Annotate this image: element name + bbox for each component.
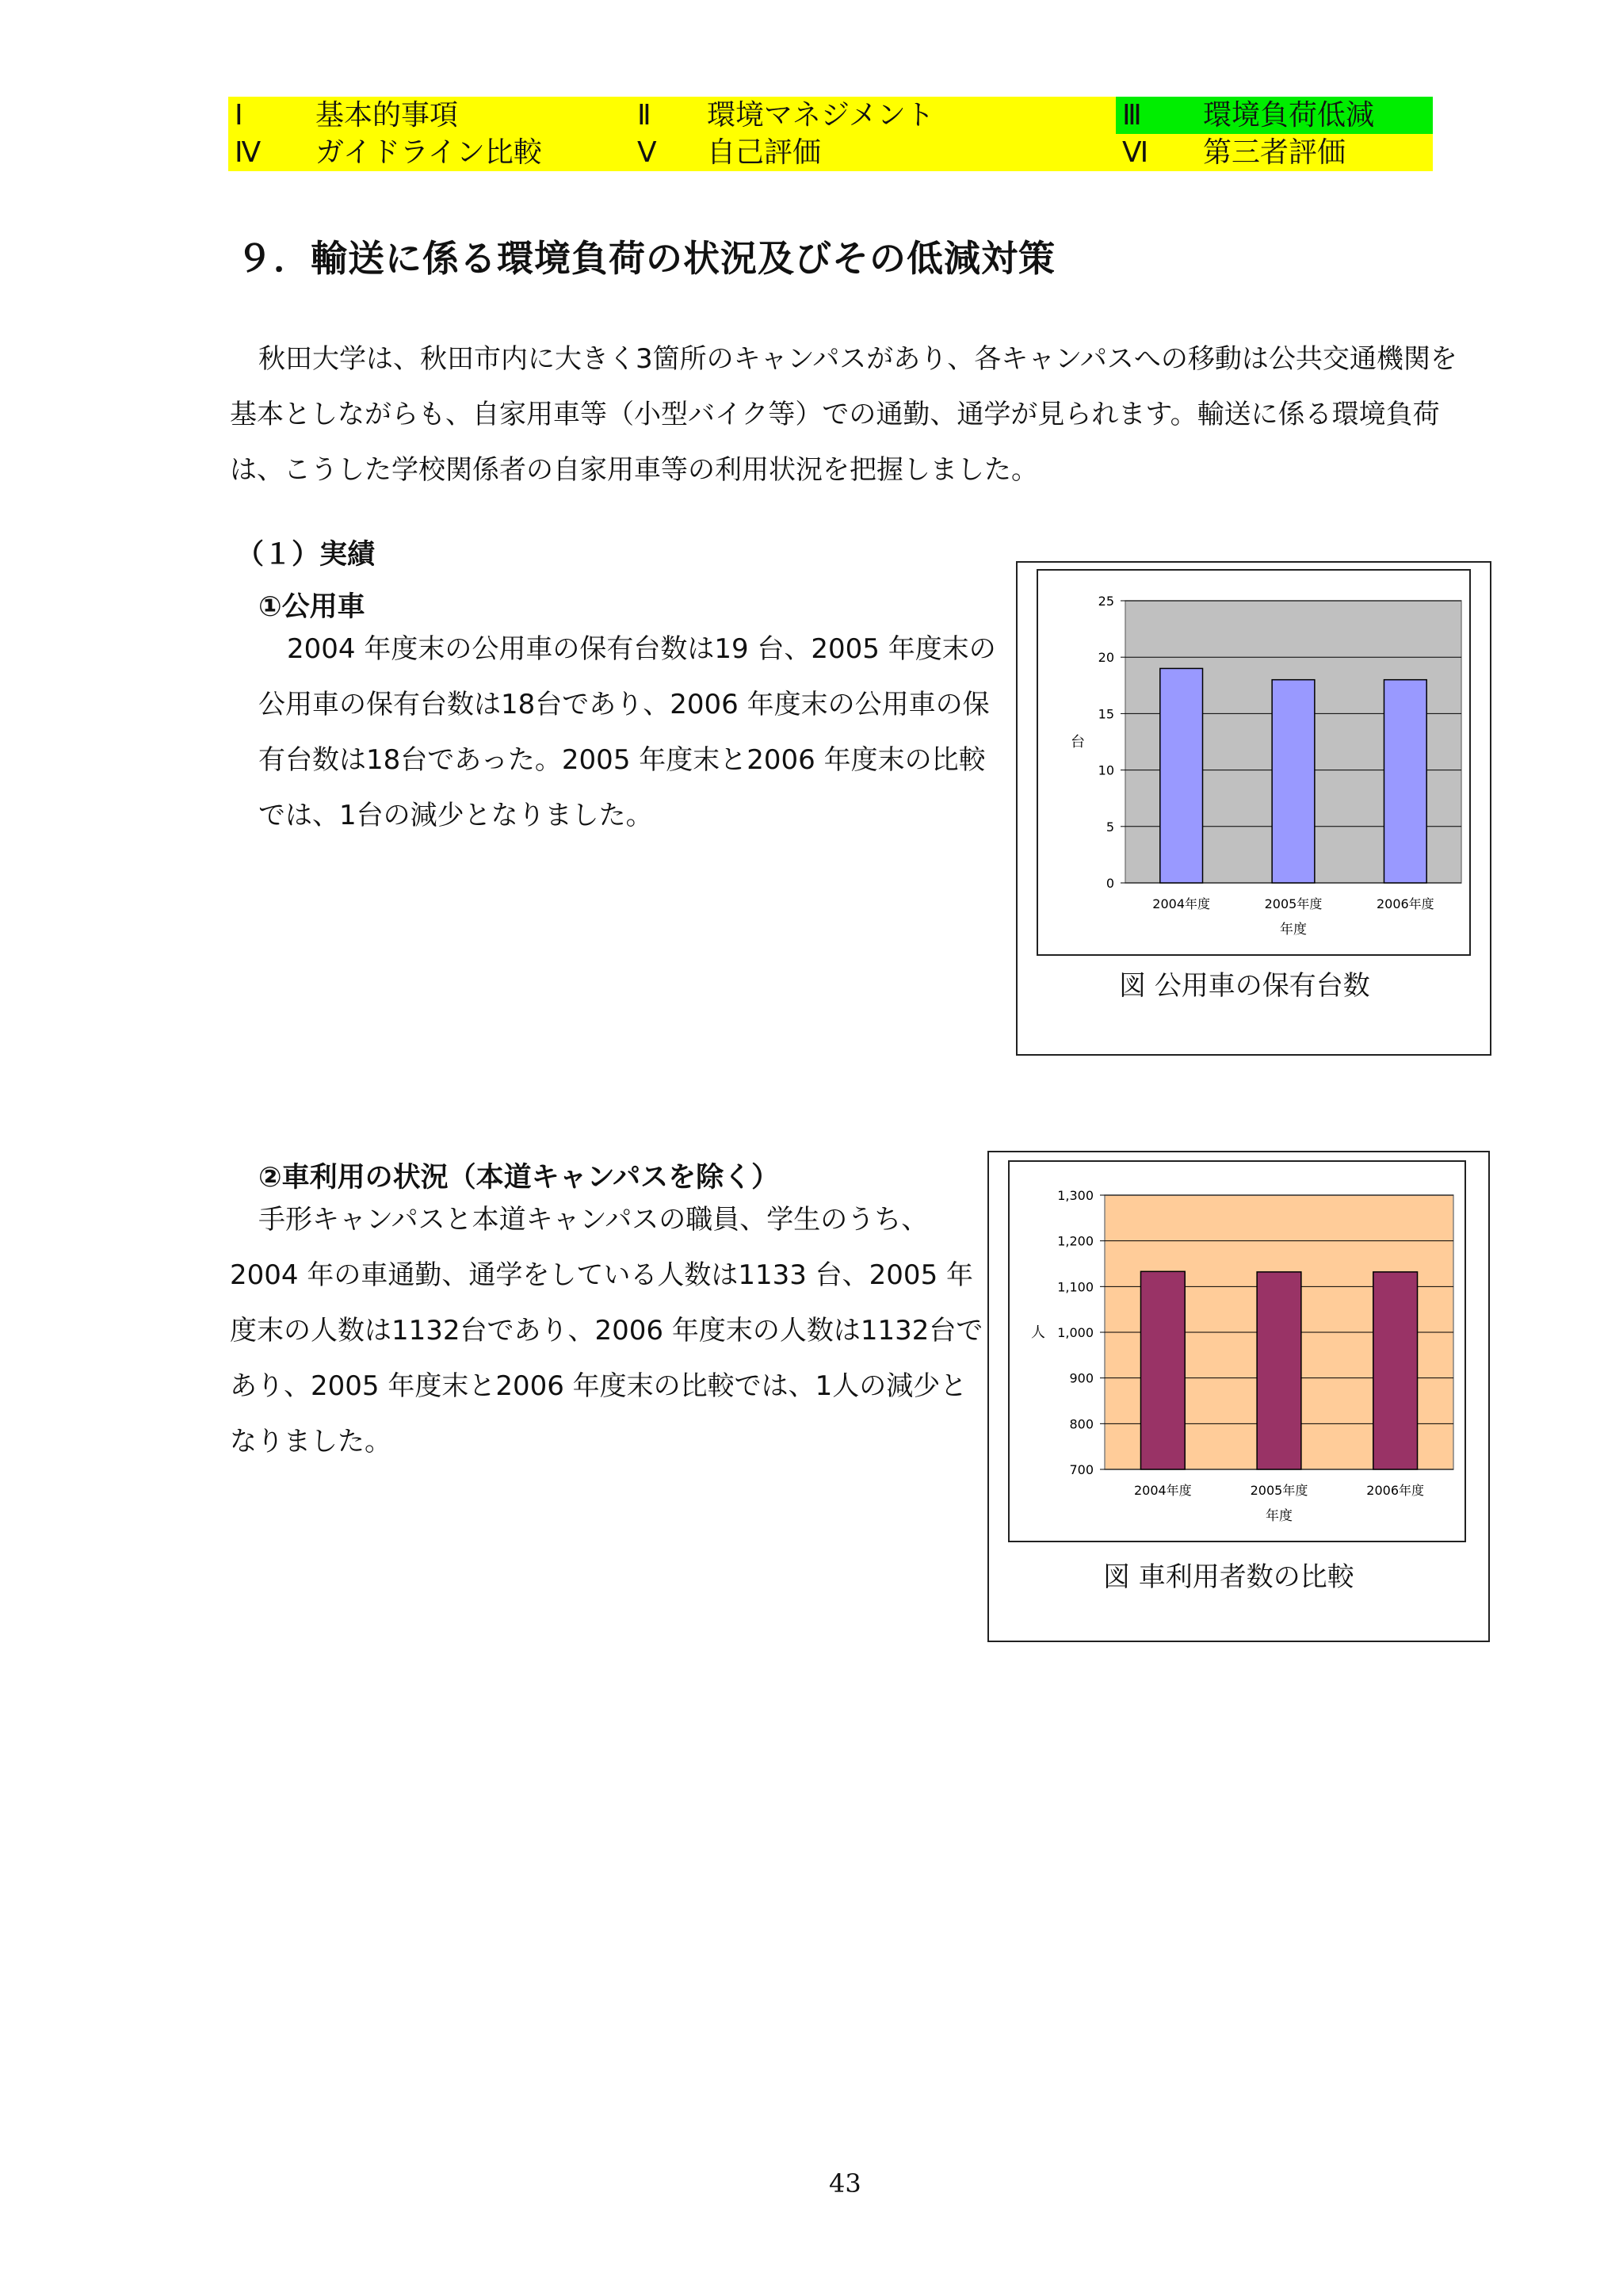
intro-text: 秋田大学は、秋田市内に大きく3箇所のキャンパスがあり、各キャンパスへの移動は公共交通機関を基本としながらも、自家用車等（小型バイク等）での通勤、通学が見られます。輸送に係る環境負荷は、こうした学校関係者の自家用車等の利用状況を把握しました。 xyxy=(230,343,1457,486)
y-tick-label: 1,000 xyxy=(1057,1325,1094,1340)
y-tick-label: 20 xyxy=(1098,650,1114,666)
y-tick-label: 900 xyxy=(1069,1370,1094,1386)
car-users-chart xyxy=(1010,1162,1465,1541)
nav-item-number: Ⅳ xyxy=(235,136,262,169)
nav-item-self-evaluation[interactable] xyxy=(631,134,1106,171)
x-tick-label: 2006年度 xyxy=(1366,1483,1425,1498)
y-tick-label: 1,300 xyxy=(1057,1188,1094,1203)
page-number: 43 xyxy=(829,2168,861,2199)
x-tick-label: 2005年度 xyxy=(1250,1483,1308,1498)
x-axis-title: 年度 xyxy=(1266,1508,1293,1524)
nav-item-number: Ⅰ xyxy=(235,99,243,132)
nav-item-label: ガイドライン比較 xyxy=(315,136,542,169)
bar xyxy=(1384,680,1426,883)
y-tick-label: 25 xyxy=(1098,594,1114,609)
nav-item-label: 環境負荷低減 xyxy=(1203,99,1375,132)
y-tick-label: 5 xyxy=(1106,819,1114,835)
figure-caption: 図 車利用者数の比較 xyxy=(1103,1561,1354,1593)
y-axis-title: 台 xyxy=(1071,734,1085,751)
car-use-text: 手形キャンパスと本道キャンパスの職員、学生のうち、2004 年の車通勤、通学をしている人数は1133 台、2005 年度末の人数は1132台であり、2006 年度末の人数は1132台であり、2005 年度末と2006 年度末の比較では、1人の減少となりました。 xyxy=(230,1204,983,1457)
official-vehicles-chart xyxy=(1038,571,1469,954)
official-vehicles-text: 2004 年度末の公用車の保有台数は19 台、2005 年度末の公用車の保有台数は18台であり、2006 年度末の公用車の保有台数は18台であった。2005 年度末と2006 年度末の比較では、1台の減少となりました。 xyxy=(258,633,996,831)
nav-item-label: 環境マネジメント xyxy=(707,99,934,132)
nav-item-management[interactable] xyxy=(631,97,1106,134)
bar xyxy=(1373,1272,1418,1469)
nav-row-1 xyxy=(228,97,1433,134)
heading-car-use: ②車利用の状況（本道キャンパスを除く） xyxy=(258,1162,780,1194)
nav-item-label: 基本的事項 xyxy=(315,99,459,132)
x-tick-label: 2005年度 xyxy=(1264,896,1323,911)
heading-results: （１）実績 xyxy=(236,539,376,571)
y-tick-label: 1,200 xyxy=(1057,1233,1094,1249)
x-tick-label: 2004年度 xyxy=(1152,896,1211,911)
nav-item-number: Ⅱ xyxy=(637,99,651,132)
x-axis-title: 年度 xyxy=(1280,922,1307,938)
nav-item-number: Ⅵ xyxy=(1122,136,1149,169)
y-tick-label: 800 xyxy=(1069,1416,1094,1432)
x-tick-label: 2006年度 xyxy=(1376,896,1434,911)
y-tick-label: 1,100 xyxy=(1057,1279,1094,1295)
bar xyxy=(1140,1271,1185,1469)
official-vehicles-chart-box xyxy=(1037,569,1471,956)
nav-item-number: Ⅲ xyxy=(1122,99,1142,132)
nav-item-load-reduction[interactable] xyxy=(1116,97,1433,134)
y-tick-label: 700 xyxy=(1069,1462,1094,1477)
y-tick-label: 0 xyxy=(1106,876,1114,891)
nav-item-guideline[interactable] xyxy=(228,134,624,171)
car-use-paragraph xyxy=(230,1192,991,1469)
section-title: ９．輸送に係る環境負荷の状況及びその低減対策 xyxy=(236,237,1056,280)
nav-item-label: 第三者評価 xyxy=(1203,136,1346,169)
nav-item-third-party[interactable] xyxy=(1116,134,1433,171)
nav-item-label: 自己評価 xyxy=(707,136,822,169)
bar xyxy=(1272,680,1315,883)
chapter-navigation xyxy=(228,97,1433,171)
nav-item-basics[interactable] xyxy=(228,97,624,134)
y-tick-label: 10 xyxy=(1098,762,1114,778)
car-users-figure xyxy=(987,1151,1490,1642)
intro-paragraph xyxy=(230,331,1466,498)
nav-row-2 xyxy=(228,134,1433,171)
official-vehicles-paragraph xyxy=(258,621,1003,843)
x-tick-label: 2004年度 xyxy=(1133,1483,1192,1498)
bar xyxy=(1257,1272,1301,1469)
figure-caption: 図 公用車の保有台数 xyxy=(1119,970,1370,1002)
nav-item-number: Ⅴ xyxy=(637,136,657,169)
official-vehicles-figure xyxy=(1016,561,1491,1056)
y-axis-title: 人 xyxy=(1031,1324,1045,1341)
y-tick-label: 15 xyxy=(1098,706,1114,722)
bar xyxy=(1160,668,1203,883)
heading-official-vehicles: ①公用車 xyxy=(258,591,365,623)
car-users-chart-box xyxy=(1008,1160,1466,1542)
